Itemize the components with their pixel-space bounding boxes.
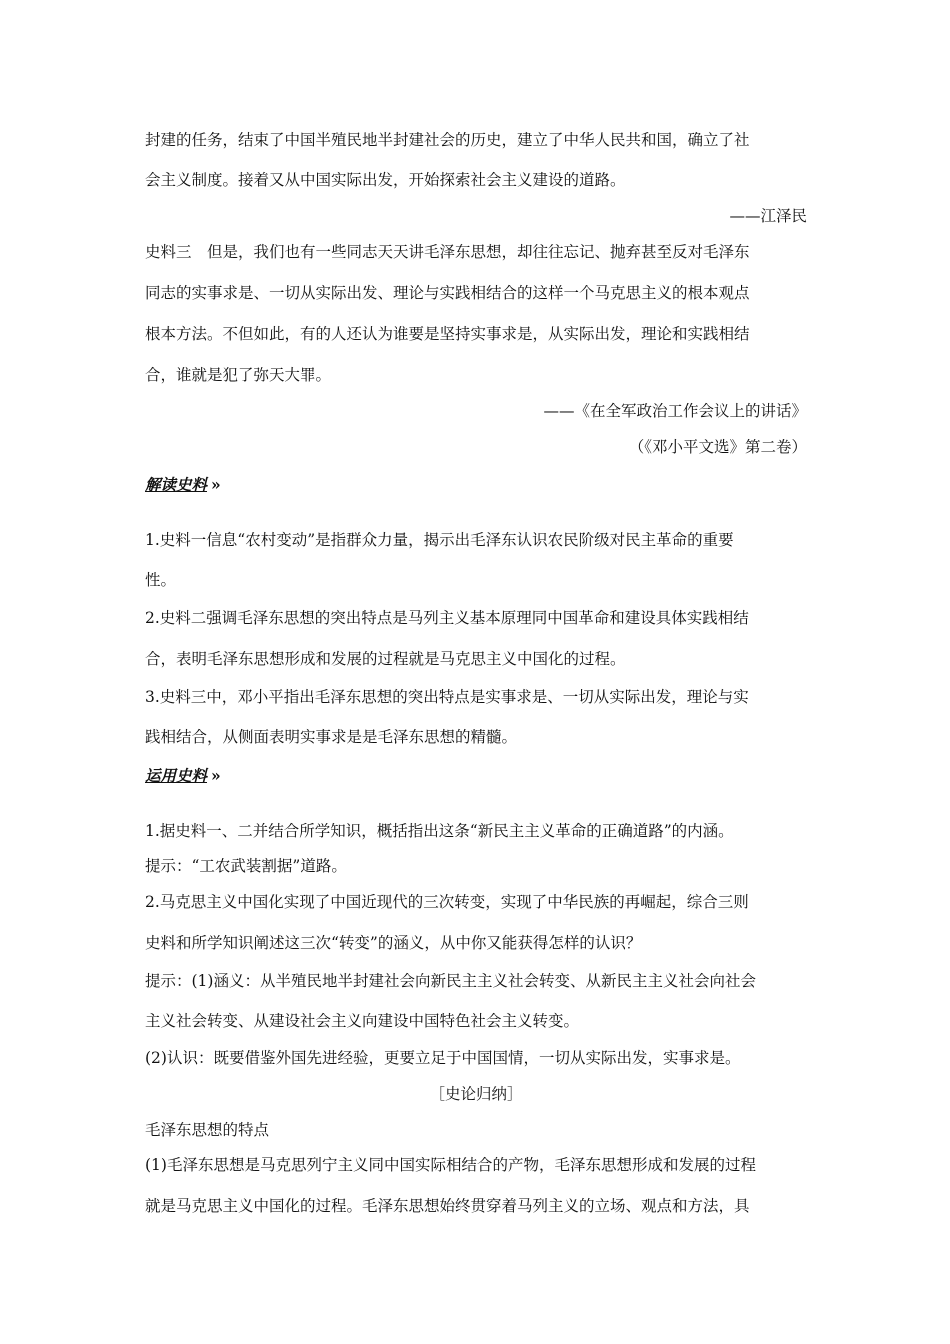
heading-text: 运用史料 <box>145 767 208 785</box>
question-line: 史料和所学知识阐述这三次“转变”的涵义，从中你又能获得怎样的认识？ <box>145 934 642 952</box>
text-line: 会主义制度。接着又从中国实际出发，开始探索社会主义建设的道路。 <box>145 171 626 189</box>
text-line: 2.史料二强调毛泽东思想的突出特点是马列主义基本原理同中国革命和建设具体实践相结 <box>145 609 749 627</box>
double-chevron-icon: » <box>211 766 221 785</box>
answer-line: 主义社会转变、从建设社会主义向建设中国特色社会主义转变。 <box>145 1012 580 1030</box>
text-line: 3.史料三中，邓小平指出毛泽东思想的突出特点是实事求是、一切从实际出发，理论与实 <box>145 688 749 706</box>
double-chevron-icon: » <box>211 475 221 494</box>
question-line: 2.马克思主义中国化实现了中国近现代的三次转变，实现了中华民族的再崛起，综合三则 <box>145 893 749 911</box>
text-line: 践相结合，从侧面表明实事求是是毛泽东思想的精髓。 <box>145 728 518 746</box>
text-line: 合，表明毛泽东思想形成和发展的过程就是马克思主义中国化的过程。 <box>145 650 626 668</box>
answer-line: (2)认识：既要借鉴外国先进经验，更要立足于中国国情，一切从实际出发，实事求是。 <box>145 1049 741 1067</box>
source-attribution: ——《在全军政治工作会议上的讲话》 <box>543 402 807 420</box>
text-line: 根本方法。不但如此，有的人还认为谁要是坚持实事求是，从实际出发，理论和实践相结 <box>145 325 750 343</box>
text-line: 性。 <box>145 571 177 589</box>
section-heading-interpret <box>145 475 807 495</box>
question-line: 1.据史料一、二并结合所学知识，概括指出这条“新民主主义革命的正确道路”的内涵。 <box>145 822 734 840</box>
source-attribution: ——江泽民 <box>729 207 807 225</box>
source-attribution: （《邓小平文选》第二卷） <box>628 438 807 456</box>
text-line: 史料三 但是，我们也有一些同志天天讲毛泽东思想，却往往忘记、抛弃甚至反对毛泽东 <box>145 243 750 261</box>
text-line: 1.史料一信息“农村变动”是指群众力量，揭示出毛泽东认识农民阶级对民主革命的重要 <box>145 531 734 549</box>
text-line: 就是马克思主义中国化的过程。毛泽东思想始终贯穿着马列主义的立场、观点和方法，具 <box>145 1197 750 1215</box>
text-line: 封建的任务，结束了中国半殖民地半封建社会的历史，建立了中华人民共和国，确立了社 <box>145 131 750 149</box>
text-line: 同志的实事求是、一切从实际出发、理论与实践相结合的这样一个马克思主义的根本观点 <box>145 284 750 302</box>
summary-title: 毛泽东思想的特点 <box>145 1121 270 1139</box>
text-line: (1)毛泽东思想是马克思列宁主义同中国实际相结合的产物，毛泽东思想形成和发展的过程 <box>145 1156 756 1174</box>
text-line: 合，谁就是犯了弥天大罪。 <box>145 366 332 384</box>
section-heading-apply <box>145 766 807 786</box>
summary-heading: ［史论归纳］ <box>429 1085 523 1103</box>
answer-line: 提示：“工农武装割据”道路。 <box>145 857 347 875</box>
answer-line: 提示：(1)涵义：从半殖民地半封建社会向新民主主义社会转变、从新民主主义社会向社会 <box>145 972 756 990</box>
heading-text: 解读史料 <box>145 476 208 494</box>
